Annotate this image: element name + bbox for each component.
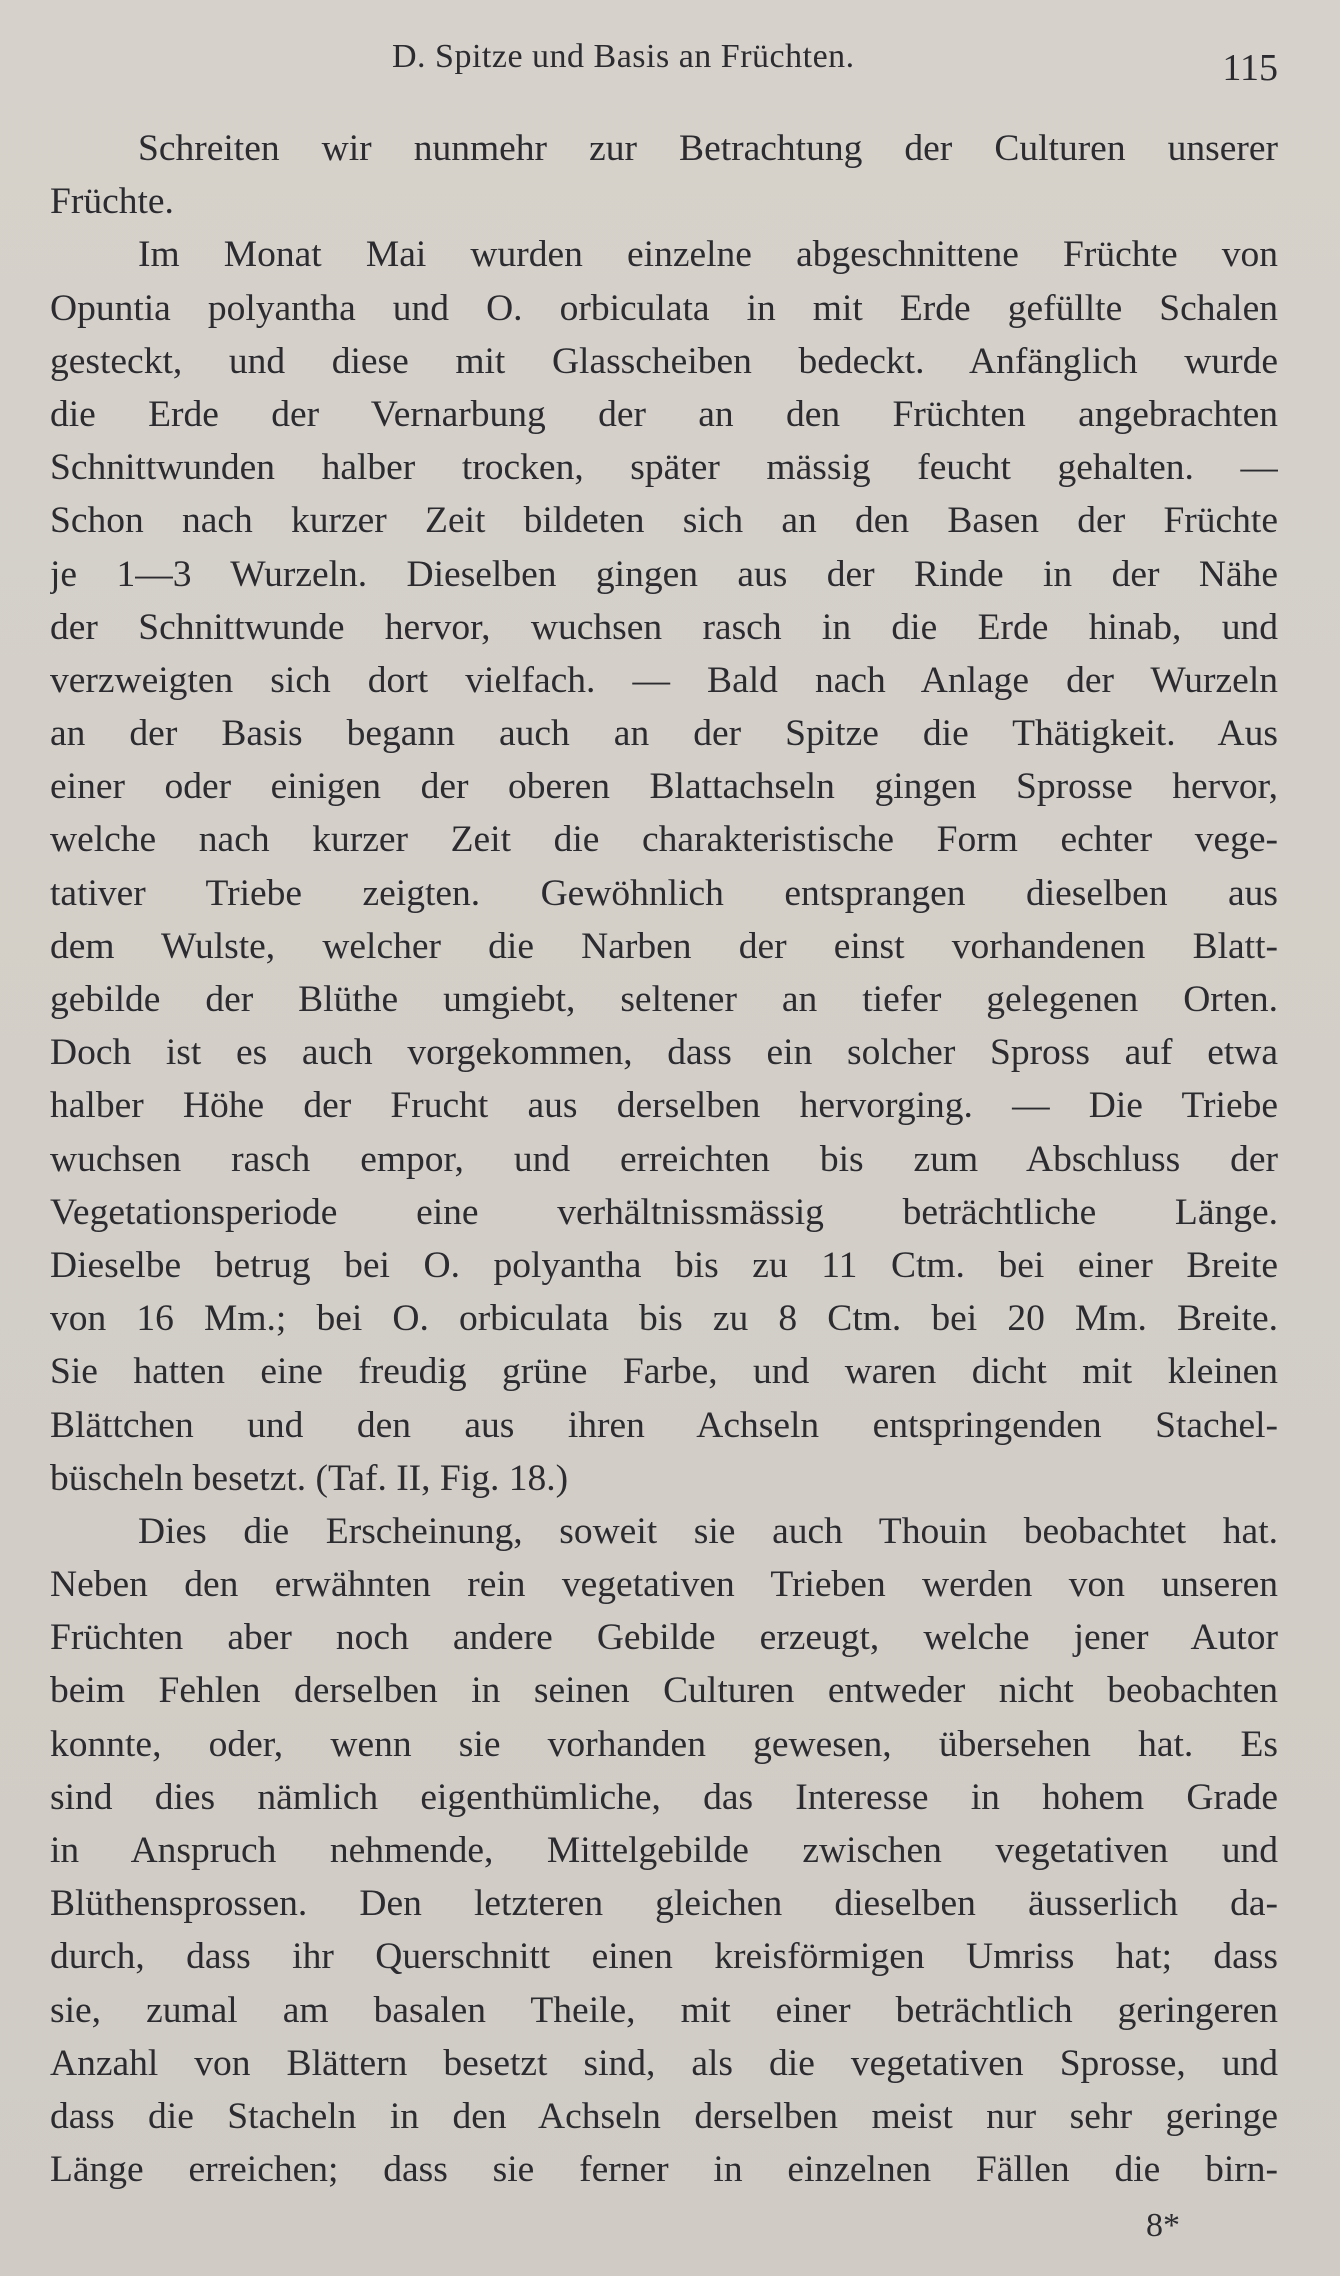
text-line: sie, zumal am basalen Theile, mit einer beträchtlich geringeren — [50, 1989, 1278, 2031]
text-line: Sie hatten eine freudig grüne Farbe, und waren dicht mit kleinen — [50, 1351, 1278, 1393]
text-line: Neben den erwähnten rein vegetativen Trieben werden von unseren — [50, 1564, 1278, 1606]
text-line: dass die Stacheln in den Achseln derselben meist nur sehr geringe — [50, 2095, 1278, 2137]
text-line: Anzahl von Blättern besetzt sind, als die vegetativen Sprosse, und — [50, 2042, 1278, 2084]
text-line: halber Höhe der Frucht aus derselben hervorging. — Die Triebe — [50, 1085, 1278, 1127]
body-text — [50, 122, 1278, 2196]
text-line: der Schnittwunde hervor, wuchsen rasch in die Erde hinab, und — [50, 606, 1278, 648]
signature-mark: 8* — [1146, 2207, 1180, 2244]
text-line: Blüthensprossen. Den letzteren gleichen dieselben äusserlich da- — [50, 1883, 1278, 1925]
text-line: Doch ist es auch vorgekommen, dass ein solcher Spross auf etwa — [50, 1032, 1278, 1074]
text-line: beim Fehlen derselben in seinen Culturen entweder nicht beobachten — [50, 1670, 1278, 1712]
page-number: 115 — [1222, 47, 1278, 89]
text-line: durch, dass ihr Querschnitt einen kreisförmigen Umriss hat; dass — [50, 1936, 1278, 1978]
text-line: die Erde der Vernarbung der an den Früchten angebrachten — [50, 393, 1278, 435]
text-line: Länge erreichen; dass sie ferner in einzelnen Fällen die birn- — [50, 2149, 1278, 2191]
text-line: verzweigten sich dort vielfach. — Bald nach Anlage der Wurzeln — [50, 659, 1278, 701]
text-line: je 1—3 Wurzeln. Dieselben gingen aus der Rinde in der Nähe — [50, 553, 1278, 595]
text-line: gesteckt, und diese mit Glasscheiben bedeckt. Anfänglich wurde — [50, 340, 1278, 382]
text-line: welche nach kurzer Zeit die charakteristische Form echter vege- — [50, 819, 1278, 861]
text-line: Dieselbe betrug bei O. polyantha bis zu 11 Ctm. bei einer Breite — [50, 1244, 1278, 1286]
text-line: Schon nach kurzer Zeit bildeten sich an den Basen der Früchte — [50, 500, 1278, 542]
running-head — [0, 38, 1340, 88]
text-line: an der Basis begann auch an der Spitze die Thätigkeit. Aus — [50, 713, 1278, 755]
text-line: tativer Triebe zeigten. Gewöhnlich entsprangen dieselben aus — [50, 872, 1278, 914]
text-line: Vegetationsperiode eine verhältnissmässig beträchtliche Länge. — [50, 1191, 1278, 1233]
text-line: einer oder einigen der oberen Blattachseln gingen Sprosse hervor, — [50, 766, 1278, 808]
text-line: Schnittwunden halber trocken, später mässig feucht gehalten. — — [50, 447, 1278, 489]
text-line: wuchsen rasch empor, und erreichten bis zum Abschluss der — [50, 1138, 1278, 1180]
text-line: büscheln besetzt. (Taf. II, Fig. 18.) — [50, 1457, 569, 1499]
text-line: in Anspruch nehmende, Mittelgebilde zwischen vegetativen und — [50, 1830, 1278, 1871]
text-line: dem Wulste, welcher die Narben der einst vorhandenen Blatt- — [50, 925, 1278, 967]
text-line: sind dies nämlich eigenthümliche, das Interesse in hohem Grade — [50, 1776, 1278, 1818]
text-line: Früchten aber noch andere Gebilde erzeugt, welche jener Autor — [50, 1617, 1278, 1659]
text-line: Früchte. — [50, 181, 174, 223]
text-line: Im Monat Mai wurden einzelne abgeschnittene Früchte von — [138, 234, 1278, 276]
text-line: Opuntia polyantha und O. orbiculata in mit Erde gefüllte Schalen — [50, 287, 1278, 329]
text-line: Schreiten wir nunmehr zur Betrachtung der Culturen unserer — [138, 128, 1278, 169]
text-line: Dies die Erscheinung, soweit sie auch Thouin beobachtet hat. — [138, 1510, 1278, 1552]
text-line: Blättchen und den aus ihren Achseln entspringenden Stachel- — [50, 1404, 1278, 1446]
running-head-title: D. Spitze und Basis an Früchten. — [392, 38, 855, 75]
text-line: konnte, oder, wenn sie vorhanden gewesen, übersehen hat. Es — [50, 1723, 1278, 1765]
text-line: gebilde der Blüthe umgiebt, seltener an tiefer gelegenen Orten. — [50, 979, 1278, 1020]
text-line: von 16 Mm.; bei O. orbiculata bis zu 8 Ctm. bei 20 Mm. Breite. — [50, 1298, 1278, 1340]
